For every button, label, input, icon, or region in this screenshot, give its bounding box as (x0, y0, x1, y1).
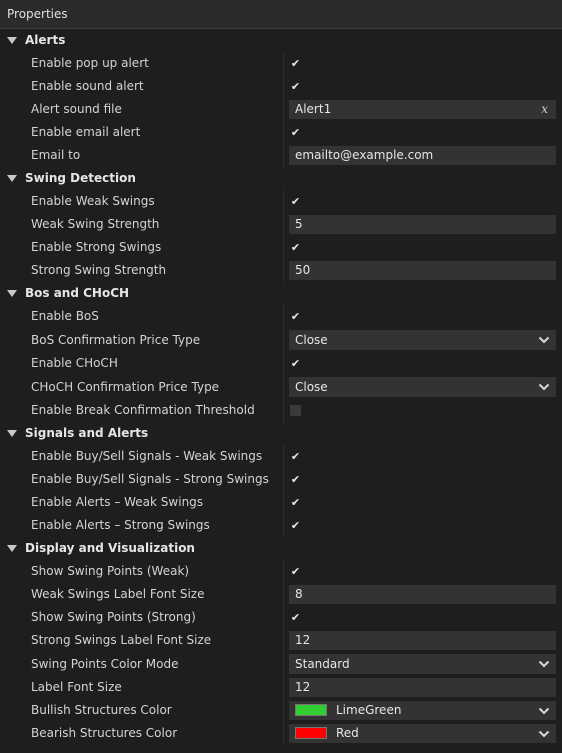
row-bos-confirmation-price-type (0, 328, 562, 352)
row-buysell-signals-weak (0, 445, 562, 468)
property-label: Alert sound file (31, 102, 122, 116)
category-label: Bos and CHoCH (25, 286, 130, 300)
row-choch-confirmation-price-type (0, 375, 562, 399)
row-enable-weak-swings (0, 190, 562, 213)
window-title: Properties (7, 7, 68, 21)
property-value (283, 676, 556, 699)
property-label: Show Swing Points (Weak) (31, 564, 190, 578)
row-enable-break-confirmation-threshold (0, 399, 562, 422)
checkbox[interactable]: ✔ (290, 496, 301, 509)
property-value (283, 445, 556, 468)
row-enable-bos (0, 305, 562, 328)
property-label: Show Swing Points (Strong) (31, 610, 196, 624)
label-font-size-input[interactable] (289, 678, 556, 697)
row-buysell-signals-strong (0, 468, 562, 491)
weak-font-size-input[interactable] (289, 585, 556, 604)
row-alert-sound-file (0, 98, 562, 121)
property-value (283, 468, 556, 491)
row-bearish-structures-color (0, 722, 562, 745)
checkbox[interactable]: ✔ (290, 310, 301, 323)
checkbox[interactable]: ✔ (290, 565, 301, 578)
property-value (283, 399, 556, 422)
property-value (283, 606, 556, 629)
checkbox[interactable]: ✔ (290, 357, 301, 370)
row-strong-swings-label-font-size (0, 629, 562, 652)
property-value (283, 629, 556, 652)
sound-file-input[interactable] (289, 100, 556, 119)
property-value (283, 352, 556, 375)
category-swing-detection[interactable] (0, 167, 562, 190)
row-enable-email-alert (0, 121, 562, 144)
row-enable-sound-alert (0, 75, 562, 98)
field-text: 12 (295, 680, 311, 694)
checkbox[interactable]: ✔ (290, 450, 301, 463)
category-alerts[interactable] (0, 29, 562, 52)
property-label: Enable Buy/Sell Signals - Weak Swings (31, 449, 263, 463)
checkbox[interactable]: ✔ (290, 473, 301, 486)
property-label: Strong Swing Strength (31, 263, 167, 277)
property-value (283, 259, 556, 282)
row-show-swing-points-strong (0, 606, 562, 629)
property-label: Enable sound alert (31, 79, 144, 93)
property-value (283, 583, 556, 606)
choch-price-type-dropdown[interactable] (289, 377, 556, 397)
property-label: Enable Weak Swings (31, 194, 155, 208)
property-label: Enable Strong Swings (31, 240, 162, 254)
row-enable-choch (0, 352, 562, 375)
chevron-down-icon[interactable] (538, 659, 550, 669)
chevron-down-icon[interactable] (538, 706, 550, 716)
property-value (283, 305, 556, 328)
category-label: Swing Detection (25, 171, 136, 185)
chevron-down-icon[interactable] (538, 729, 550, 739)
property-value (283, 75, 556, 98)
category-label: Alerts (25, 33, 66, 47)
property-value (283, 190, 556, 213)
color-swatch (295, 704, 327, 716)
dropdown-selected-value: Red (336, 726, 359, 740)
row-label-font-size (0, 676, 562, 699)
property-label: Enable Buy/Sell Signals - Strong Swings (31, 472, 269, 486)
bullish-color-dropdown[interactable] (289, 701, 556, 720)
email-to-input[interactable] (289, 146, 556, 165)
property-value (283, 236, 556, 259)
row-enable-popup-alert (0, 52, 562, 75)
color-mode-dropdown[interactable] (289, 654, 556, 674)
row-enable-strong-swings (0, 236, 562, 259)
property-value (283, 121, 556, 144)
row-alerts-weak-swings (0, 491, 562, 514)
property-label: BoS Confirmation Price Type (31, 333, 201, 347)
checkbox[interactable]: ✔ (290, 611, 301, 624)
property-value (283, 722, 556, 745)
chevron-down-icon[interactable] (538, 382, 550, 392)
property-value (283, 98, 556, 121)
property-value (283, 560, 556, 583)
row-weak-swing-strength (0, 213, 562, 236)
property-label: Enable BoS (31, 309, 99, 323)
clear-icon[interactable]: x (541, 102, 548, 116)
checkbox[interactable]: ✔ (290, 126, 301, 139)
row-bullish-structures-color (0, 699, 562, 722)
property-label: Email to (31, 148, 81, 162)
property-value (283, 699, 556, 722)
field-text: 5 (295, 217, 303, 231)
color-swatch (295, 727, 327, 739)
property-label: Enable CHoCH (31, 356, 118, 370)
property-label: Strong Swings Label Font Size (31, 633, 212, 647)
property-label: Bearish Structures Color (31, 726, 178, 740)
property-value (283, 375, 556, 399)
checkbox[interactable]: ✔ (290, 80, 301, 93)
property-value (283, 328, 556, 352)
property-label: Bullish Structures Color (31, 703, 172, 717)
category-signals-and-alerts[interactable] (0, 422, 562, 445)
property-label: Enable pop up alert (31, 56, 149, 70)
category-display-and-visualization[interactable] (0, 537, 562, 560)
checkbox[interactable]: ✔ (290, 241, 301, 254)
properties-title-bar (0, 0, 562, 29)
property-label: CHoCH Confirmation Price Type (31, 380, 220, 394)
field-text: emailto@example.com (295, 148, 434, 162)
bearish-color-dropdown[interactable] (289, 724, 556, 743)
property-value (283, 52, 556, 75)
dropdown-selected-value: Close (295, 380, 328, 394)
property-label: Enable Alerts – Weak Swings (31, 495, 204, 509)
collapse-triangle-icon[interactable] (7, 37, 17, 44)
checkbox[interactable]: ✔ (290, 195, 301, 208)
collapse-triangle-icon[interactable] (7, 545, 17, 552)
field-text: 12 (295, 633, 311, 647)
strong-swing-strength-input[interactable] (289, 261, 556, 280)
dropdown-selected-value: LimeGreen (336, 703, 402, 717)
checkbox[interactable] (290, 405, 301, 416)
row-email-to (0, 144, 562, 167)
weak-swing-strength-input[interactable] (289, 215, 556, 234)
property-label: Enable Break Confirmation Threshold (31, 403, 255, 417)
collapse-triangle-icon[interactable] (7, 175, 17, 182)
collapse-triangle-icon[interactable] (7, 430, 17, 437)
property-label: Enable email alert (31, 125, 141, 139)
field-text: 8 (295, 587, 303, 601)
checkbox[interactable]: ✔ (290, 519, 301, 532)
property-value (283, 213, 556, 236)
dropdown-selected-value: Close (295, 333, 328, 347)
category-bos-and-choch[interactable] (0, 282, 562, 305)
field-text: 50 (295, 263, 311, 277)
property-value (283, 514, 556, 537)
category-label: Signals and Alerts (25, 426, 149, 440)
property-value (283, 652, 556, 676)
checkbox[interactable]: ✔ (290, 57, 301, 70)
field-text: Alert1 (295, 102, 332, 116)
property-value (283, 491, 556, 514)
category-label: Display and Visualization (25, 541, 195, 555)
property-label: Weak Swings Label Font Size (31, 587, 205, 601)
row-weak-swings-label-font-size (0, 583, 562, 606)
dropdown-selected-value: Standard (295, 657, 350, 671)
row-strong-swing-strength (0, 259, 562, 282)
row-show-swing-points-weak (0, 560, 562, 583)
collapse-triangle-icon[interactable] (7, 290, 17, 297)
property-value (283, 144, 556, 167)
chevron-down-icon[interactable] (538, 335, 550, 345)
property-label: Enable Alerts – Strong Swings (31, 518, 210, 532)
property-grid (0, 29, 562, 745)
row-alerts-strong-swings (0, 514, 562, 537)
property-label: Weak Swing Strength (31, 217, 160, 231)
row-swing-points-color-mode (0, 652, 562, 676)
property-label: Label Font Size (31, 680, 122, 694)
strong-font-size-input[interactable] (289, 631, 556, 650)
bos-price-type-dropdown[interactable] (289, 330, 556, 350)
property-label: Swing Points Color Mode (31, 657, 179, 671)
